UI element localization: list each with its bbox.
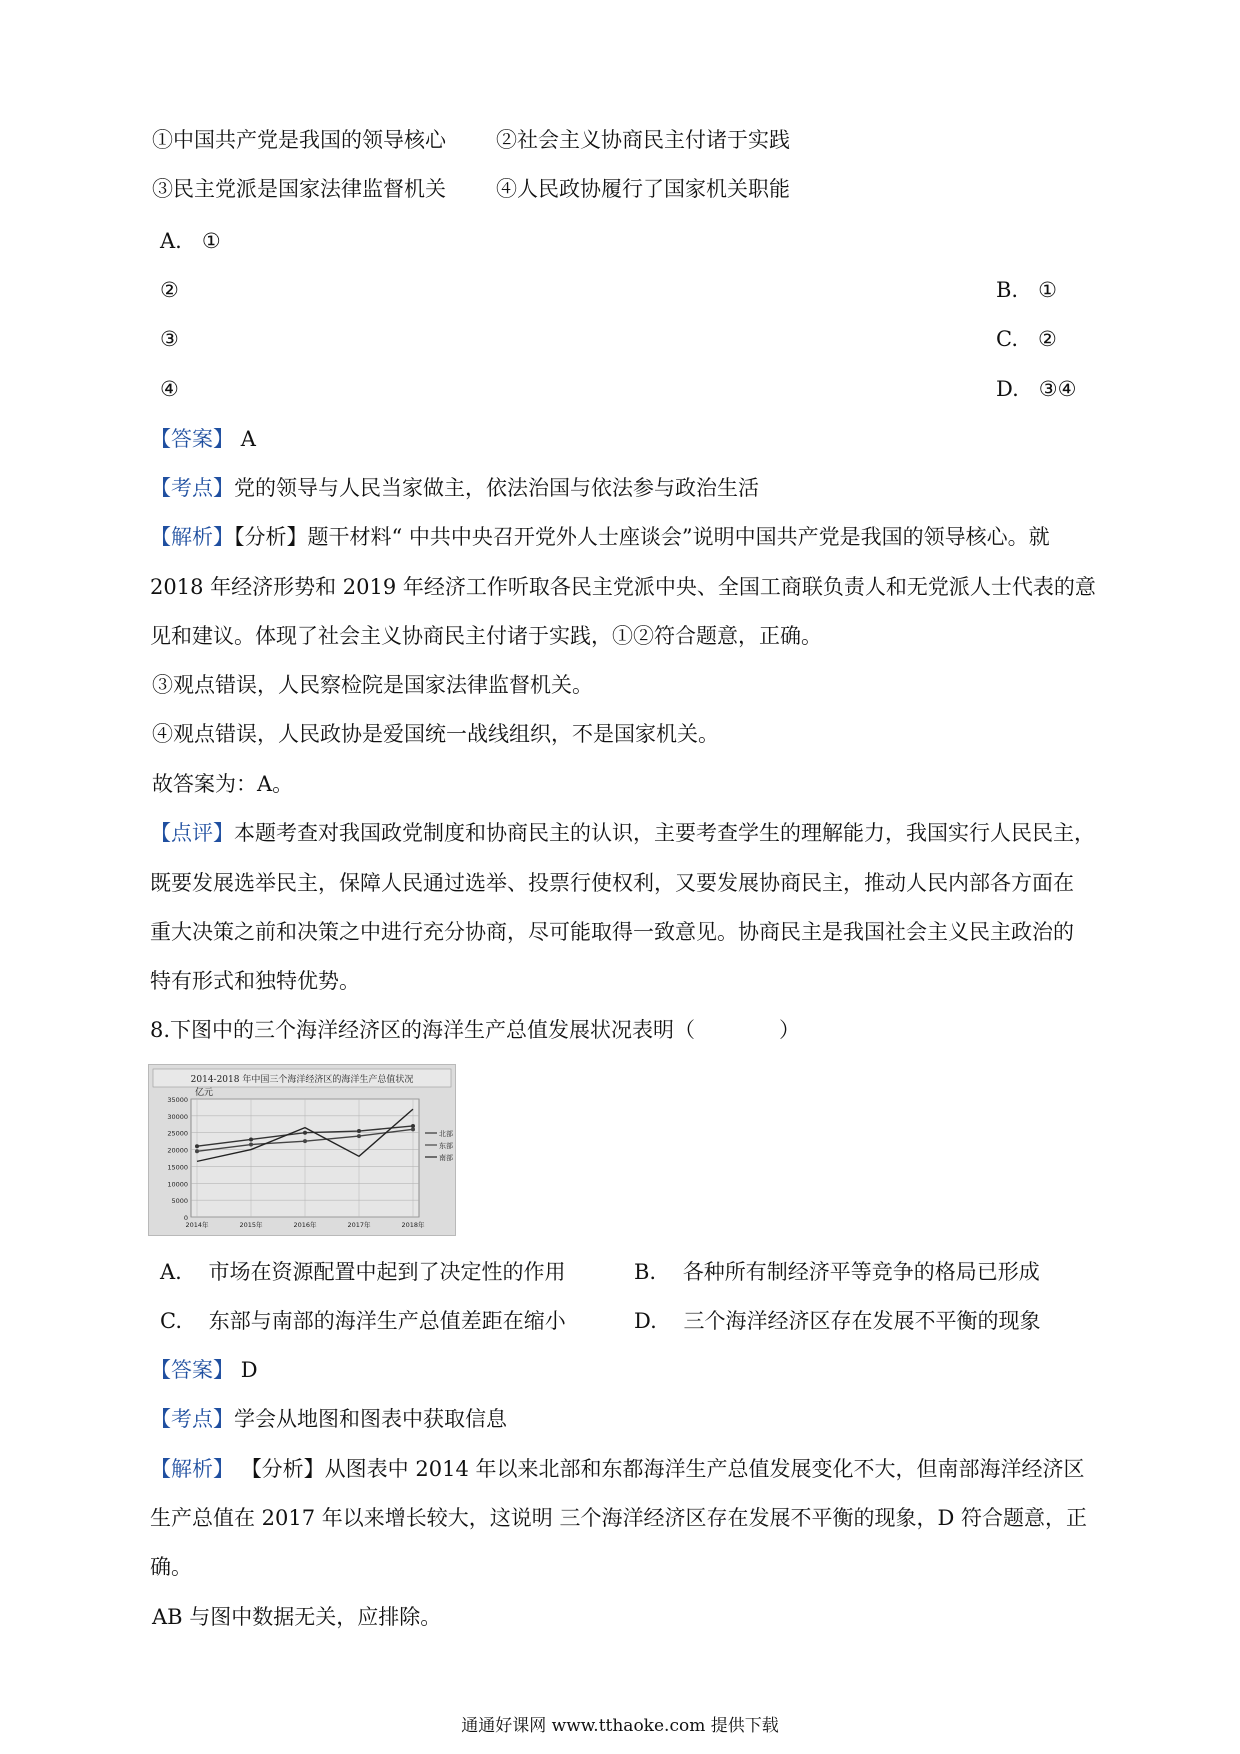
q7-comment-line-1 bbox=[150, 818, 1095, 848]
comment-text: 本题考查对我国政党制度和协商民主的认识，主要考查学生的理解能力，我国实行人民民主， bbox=[234, 821, 1095, 845]
y-tick-label: 5000 bbox=[171, 1197, 188, 1206]
statement-4: ④人民政协履行了国家机关职能 bbox=[496, 177, 790, 201]
data-point-series-2 bbox=[411, 1127, 415, 1131]
data-point-series-2 bbox=[195, 1149, 199, 1153]
data-point-series-2 bbox=[357, 1134, 361, 1138]
x-tick-label: 2014年 bbox=[185, 1221, 209, 1229]
q8-analysis-text: 【分析】从图表中 2014 年以来北部和东都海洋生产总值发展变化不大，但南部海洋经济区 bbox=[240, 1457, 1085, 1481]
option-left-4: ④ bbox=[160, 377, 179, 401]
answer-value: A bbox=[240, 427, 256, 451]
legend-label: 南部 bbox=[439, 1154, 453, 1162]
option-d bbox=[996, 374, 1076, 404]
legend-label: 东部 bbox=[439, 1142, 453, 1150]
q8-analysis-line-1 bbox=[150, 1454, 1084, 1484]
point-tag: 【考点】 bbox=[150, 476, 234, 500]
q7-analysis-line-5: ④观点错误，人民政协是爱国统一战线组织，不是国家机关。 bbox=[152, 722, 719, 746]
q8-point-tag: 【考点】 bbox=[150, 1407, 234, 1431]
answer-tag: 【答案】 bbox=[150, 427, 234, 451]
comment-tag: 【点评】 bbox=[150, 821, 234, 845]
y-tick-label: 0 bbox=[183, 1214, 188, 1222]
data-point-series-2 bbox=[249, 1143, 253, 1147]
q8-option-a-text: 市场在资源配置中起到了决定性的作用 bbox=[208, 1260, 566, 1284]
analysis-text: 【分析】题干材料“ 中共中央召开党外人士座谈会”说明中国共产党是我国的领导核心。就 bbox=[234, 525, 1050, 549]
q7-analysis-line-4: ③观点错误，人民察检院是国家法律监督机关。 bbox=[152, 673, 593, 697]
option-c-label: C. bbox=[996, 327, 1018, 351]
q8-answer-tag: 【答案】 bbox=[150, 1358, 234, 1382]
x-tick-label: 2018年 bbox=[401, 1221, 425, 1229]
option-b bbox=[996, 275, 1057, 305]
option-d-value: ③④ bbox=[1038, 377, 1077, 401]
option-b-value: ① bbox=[1038, 278, 1057, 302]
q7-analysis-line-6: 故答案为：A。 bbox=[152, 772, 294, 796]
legend-label: 北部 bbox=[439, 1130, 453, 1138]
q8-option-b-label: B. bbox=[634, 1260, 657, 1284]
option-a bbox=[160, 226, 221, 256]
q8-point bbox=[150, 1404, 507, 1434]
data-point-series-1 bbox=[249, 1137, 253, 1141]
option-b-label: B. bbox=[996, 278, 1019, 302]
chart-ylabel: 亿元 bbox=[195, 1088, 214, 1098]
q7-comment-line-4: 特有形式和独特优势。 bbox=[150, 969, 360, 993]
option-d-label: D. bbox=[996, 377, 1019, 401]
q8-option-d-label: D. bbox=[634, 1309, 657, 1333]
q8-point-text: 学会从地图和图表中获取信息 bbox=[234, 1407, 507, 1431]
q8-answer bbox=[150, 1355, 258, 1385]
q7-answer bbox=[150, 424, 256, 454]
data-point-series-1 bbox=[195, 1144, 199, 1148]
chart-title: 2014-2018 年中国三个海洋经济区的海洋生产总值状况 bbox=[190, 1075, 414, 1085]
data-point-series-1 bbox=[303, 1131, 307, 1135]
option-a-value: ① bbox=[201, 229, 221, 253]
y-tick-label: 10000 bbox=[167, 1180, 188, 1189]
q8-option-b-text: 各种所有制经济平等竞争的格局已形成 bbox=[682, 1260, 1040, 1284]
q7-comment-line-3: 重大决策之前和决策之中进行充分协商，尽可能取得一致意见。协商民主是我国社会主义民主政治的 bbox=[150, 920, 1074, 944]
q8-analysis-tag: 【解析】 bbox=[150, 1457, 234, 1481]
q7-analysis-line-1 bbox=[150, 522, 1050, 552]
x-tick-label: 2017年 bbox=[347, 1221, 371, 1229]
data-point-series-1 bbox=[357, 1129, 361, 1133]
data-point-series-2 bbox=[303, 1139, 307, 1143]
q8-option-c-text: 东部与南部的海洋生产总值差距在缩小 bbox=[208, 1309, 566, 1333]
y-tick-label: 20000 bbox=[167, 1146, 188, 1155]
statement-3: ③民主党派是国家法律监督机关 bbox=[152, 177, 446, 201]
statement-1: ①中国共产党是我国的领导核心 bbox=[152, 128, 446, 152]
q7-analysis-line-3: 见和建议。体现了社会主义协商民主付诸于实践，①②符合题意，正确。 bbox=[150, 624, 822, 648]
q8-option-c bbox=[160, 1306, 566, 1336]
option-c-value: ② bbox=[1038, 327, 1057, 351]
q8-chart bbox=[148, 1064, 456, 1236]
q8-analysis-line-4: AB 与图中数据无关，应排除。 bbox=[152, 1605, 442, 1629]
option-left-2: ② bbox=[160, 278, 179, 302]
q8-option-d-text: 三个海洋经济区存在发展不平衡的现象 bbox=[683, 1309, 1041, 1333]
point-text: 党的领导与人民当家做主，依法治国与依法参与政治生活 bbox=[234, 476, 759, 500]
analysis-tag: 【解析】 bbox=[150, 525, 234, 549]
y-tick-label: 35000 bbox=[167, 1096, 188, 1104]
q8-option-a-label: A. bbox=[160, 1260, 182, 1284]
q7-point bbox=[150, 473, 759, 503]
q8-answer-value: D bbox=[240, 1358, 258, 1382]
option-c bbox=[996, 324, 1057, 354]
y-tick-label: 30000 bbox=[167, 1112, 188, 1121]
y-tick-label: 25000 bbox=[167, 1129, 188, 1138]
chart-svg bbox=[149, 1065, 455, 1235]
q8-option-d bbox=[634, 1306, 1040, 1336]
q8-option-b bbox=[634, 1257, 1040, 1287]
q7-analysis-line-2: 2018 年经济形势和 2019 年经济工作听取各民主党派中央、全国工商联负责人和无党派人士代表的意 bbox=[150, 575, 1096, 599]
q8-analysis-line-3: 确。 bbox=[150, 1555, 192, 1579]
q8-analysis-line-2: 生产总值在 2017 年以来增长较大，这说明 三个海洋经济区存在发展不平衡的现象，D 符合题意，正 bbox=[150, 1506, 1087, 1530]
option-left-3: ③ bbox=[160, 327, 179, 351]
q7-comment-line-2: 既要发展选举民主，保障人民通过选举、投票行使权利，又要发展协商民主，推动人民内部各方面在 bbox=[150, 871, 1074, 895]
q8-question: 8.下图中的三个海洋经济区的海洋生产总值发展状况表明（ ） bbox=[150, 1018, 801, 1042]
q8-option-a bbox=[160, 1257, 566, 1287]
option-a-label: A. bbox=[160, 229, 182, 253]
x-tick-label: 2015年 bbox=[239, 1221, 263, 1229]
y-tick-label: 15000 bbox=[167, 1163, 188, 1172]
statement-2: ②社会主义协商民主付诸于实践 bbox=[496, 128, 790, 152]
page-footer: 通通好课网 www.tthaoke.com 提供下载 bbox=[461, 1716, 779, 1736]
x-tick-label: 2016年 bbox=[293, 1221, 317, 1229]
q8-option-c-label: C. bbox=[160, 1309, 182, 1333]
